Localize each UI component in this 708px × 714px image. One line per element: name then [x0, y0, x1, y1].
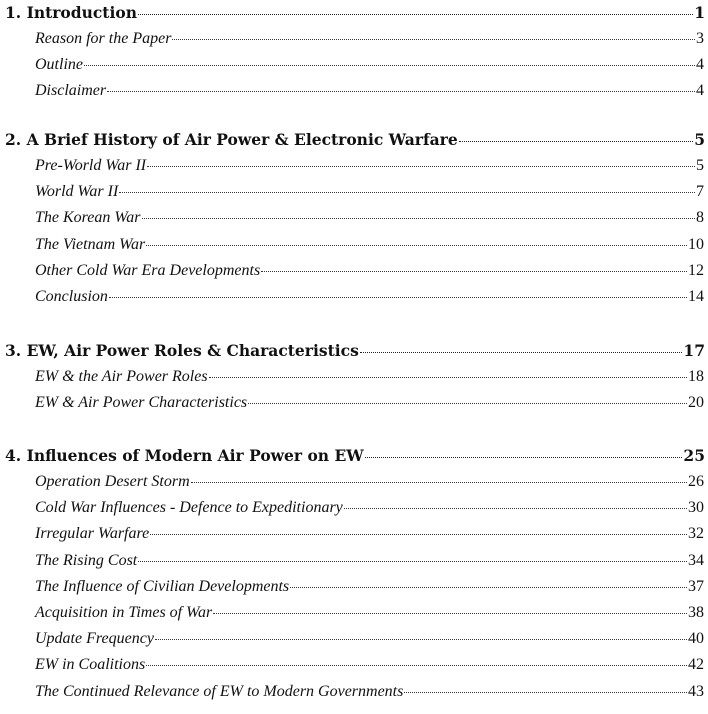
sub-entry-title: Irregular Warfare — [35, 525, 150, 543]
toc-sub-entry[interactable] — [0, 179, 708, 205]
toc-sub-entry[interactable] — [0, 153, 708, 179]
sub-entry-title: World War II — [35, 183, 119, 201]
toc-sub-entry[interactable] — [0, 548, 708, 574]
sub-entry-title: The Influence of Civilian Developments — [35, 577, 290, 595]
chapter-title: 2. A Brief History of Air Power & Electronic Warfare — [5, 130, 458, 149]
dot-leader — [290, 587, 687, 588]
dot-leader — [248, 403, 687, 404]
dot-leader — [365, 457, 683, 458]
sub-entry-title: Disclaimer — [35, 82, 107, 100]
page-number: 5 — [696, 157, 704, 174]
dot-leader — [146, 665, 687, 666]
toc-sub-entry[interactable] — [0, 258, 708, 284]
sub-entry-title: Reason for the Paper — [35, 30, 172, 47]
chapter-title: 1. Introduction — [5, 3, 137, 22]
page-number: 30 — [688, 499, 704, 517]
page-number: 43 — [688, 682, 704, 700]
page-number: 18 — [688, 368, 704, 385]
dot-leader — [360, 352, 683, 353]
dot-leader — [213, 613, 687, 614]
page-number: 4 — [696, 56, 704, 74]
page-number: 42 — [688, 656, 704, 674]
sub-entry-title: The Vietnam War — [35, 235, 146, 253]
toc-sub-entry[interactable] — [0, 205, 708, 231]
dot-leader — [119, 192, 695, 193]
page-number: 8 — [696, 209, 704, 227]
page-number: 38 — [688, 603, 704, 621]
sub-entry-title: Update Frequency — [35, 630, 154, 648]
dot-leader — [150, 534, 687, 535]
dot-leader — [147, 166, 695, 167]
page-number: 20 — [688, 394, 704, 412]
sub-entry-title: Cold War Influences - Defence to Expeditionary — [35, 499, 343, 517]
sub-entry-title: The Korean War — [35, 209, 141, 227]
toc-sub-entry[interactable] — [0, 390, 708, 416]
toc-section-4 — [0, 443, 708, 705]
sub-entry-title: Outline — [35, 56, 83, 74]
page-number: 26 — [688, 473, 704, 490]
toc-sub-entry[interactable] — [0, 232, 708, 258]
dot-leader — [138, 561, 687, 562]
sub-entry-title: Acquisition in Times of War — [35, 603, 213, 621]
toc-sub-entry[interactable] — [0, 600, 708, 626]
dot-leader — [155, 639, 687, 640]
dot-leader — [109, 297, 687, 298]
toc-sub-entry[interactable] — [0, 679, 708, 705]
dot-leader — [404, 692, 687, 693]
dot-leader — [146, 245, 687, 246]
page-number: 7 — [696, 183, 704, 201]
toc-section-3 — [0, 338, 708, 416]
toc-section-1 — [0, 0, 708, 105]
sub-entry-title: Conclusion — [35, 287, 108, 305]
toc-sub-entry[interactable] — [0, 364, 708, 390]
toc-chapter-entry[interactable] — [0, 443, 708, 469]
toc-sub-entry[interactable] — [0, 78, 708, 104]
toc-sub-entry[interactable] — [0, 521, 708, 547]
toc-sub-entry[interactable] — [0, 284, 708, 310]
page-number: 17 — [683, 341, 705, 360]
page-number: 14 — [688, 287, 704, 305]
page-number: 10 — [688, 235, 704, 253]
dot-leader — [191, 482, 687, 483]
toc-sub-entry[interactable] — [0, 52, 708, 78]
page-number: 4 — [696, 82, 704, 100]
toc-sub-entry[interactable] — [0, 626, 708, 652]
sub-entry-title: Operation Desert Storm — [35, 473, 190, 490]
toc-sub-entry[interactable] — [0, 574, 708, 600]
sub-entry-title: The Rising Cost — [35, 551, 138, 569]
dot-leader — [261, 271, 687, 272]
sub-entry-title: EW & the Air Power Roles — [35, 368, 208, 385]
toc-chapter-entry[interactable] — [0, 0, 708, 26]
dot-leader — [172, 39, 695, 40]
toc-section-2 — [0, 127, 708, 310]
chapter-title: 4. Influences of Modern Air Power on EW — [5, 446, 364, 465]
toc-sub-entry[interactable] — [0, 652, 708, 678]
toc-sub-entry[interactable] — [0, 495, 708, 521]
page-number: 32 — [688, 525, 704, 543]
toc-chapter-entry[interactable] — [0, 127, 708, 153]
dot-leader — [142, 218, 696, 219]
sub-entry-title: EW & Air Power Characteristics — [35, 394, 248, 412]
toc-chapter-entry[interactable] — [0, 338, 708, 364]
page-number: 12 — [688, 261, 704, 279]
page-number: 37 — [688, 577, 704, 595]
toc-sub-entry[interactable] — [0, 469, 708, 495]
dot-leader — [209, 377, 687, 378]
page-number: 5 — [694, 130, 705, 149]
sub-entry-title: EW in Coalitions — [35, 656, 146, 674]
sub-entry-title: Pre-World War II — [35, 157, 147, 174]
page-number: 3 — [696, 30, 704, 47]
dot-leader — [84, 65, 695, 66]
sub-entry-title: Other Cold War Era Developments — [35, 261, 261, 279]
page-number: 25 — [683, 446, 705, 465]
chapter-title: 3. EW, Air Power Roles & Characteristics — [5, 341, 359, 360]
dot-leader — [344, 508, 687, 509]
dot-leader — [138, 14, 693, 15]
sub-entry-title: The Continued Relevance of EW to Modern Governments — [35, 682, 404, 700]
dot-leader — [107, 91, 695, 92]
page-number: 1 — [694, 3, 705, 22]
dot-leader — [459, 141, 694, 142]
page-number: 34 — [688, 551, 704, 569]
toc-sub-entry[interactable] — [0, 26, 708, 52]
page-number: 40 — [688, 630, 704, 648]
